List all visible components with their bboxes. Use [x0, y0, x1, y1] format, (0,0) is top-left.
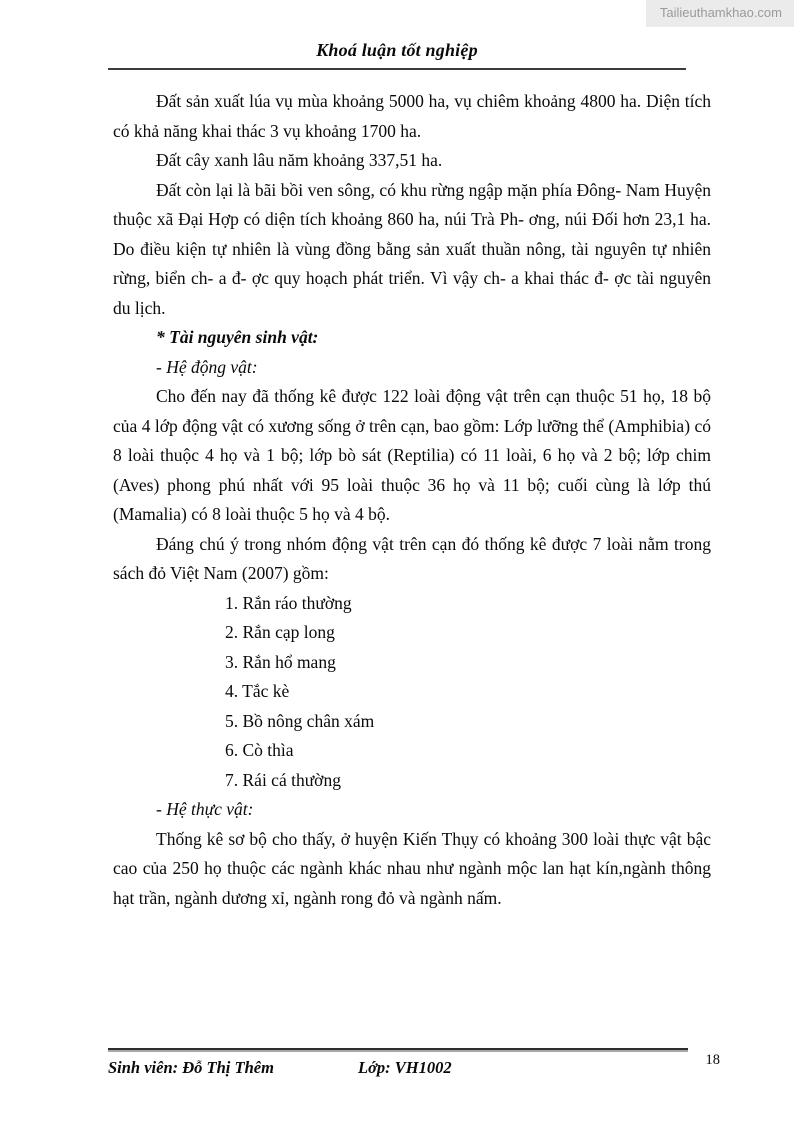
paragraph-redbook-intro: Đáng chú ý trong nhóm động vật trên cạn đó thống kê được 7 loài nằm trong sách đỏ Việt Nam (2007) gồm:: [113, 533, 711, 583]
header-rule: [108, 68, 686, 70]
subsection-heading-flora: - Hệ thực vật:: [156, 799, 254, 819]
list-item: 7. Rái cá thường: [225, 769, 341, 790]
footer-row: [108, 1058, 720, 1078]
list-item: 3. Rắn hổ mang: [225, 651, 336, 672]
species-list: [113, 589, 711, 796]
page-number: 18: [705, 1052, 720, 1068]
footer-class-name: Lớp: VH1002: [358, 1058, 452, 1077]
list-item: 1. Rắn ráo thường: [225, 592, 352, 613]
page-header: [108, 40, 686, 70]
list-item: 5. Bồ nông chân xám: [225, 710, 375, 731]
header-title: Khoá luận tốt nghiệp: [316, 40, 478, 60]
watermark: Tailieuthamkhao.com: [646, 0, 794, 27]
paragraph-land-rice: Đất sản xuất lúa vụ mùa khoảng 5000 ha, vụ chiêm khoảng 4800 ha. Diện tích có khả năng khai thác 3 vụ khoảng 1700 ha.: [113, 91, 711, 141]
paragraph-remaining-land: Đất còn lại là bãi bồi ven sông, có khu rừng ngập mặn phía Đông- Nam Huyện thuộc xã Đại Hợp có diện tích khoảng 860 ha, núi Trà Ph- ơng, núi Đối hơn 23,1 ha. Do điều kiện tự nhiên là vùng đồng bằng sản xuất thuần nông, tài nguyên tự nhiên rừng, biển ch- a đ- ợc quy hoạch phát triển. Vì vậy ch- a khai thác đ- ợc tài nguyên du lịch.: [113, 179, 711, 318]
paragraph-fauna-stats: Cho đến nay đã thống kê được 122 loài động vật trên cạn thuộc 51 họ, 18 bộ của 4 lớp động vật có xương sống ở trên cạn, bao gồm: Lớp lưỡng thể (Amphibia) có 8 loài thuộc 4 họ và 1 bộ; lớp bò sát (Reptilia) có 11 loài, 6 họ và 2 bộ; lớp chim (Aves) phong phú nhất với 95 loài thuộc 36 họ và 11 bộ; cuối cùng là lớp thú (Mamalia) có 8 loài thuộc 5 họ và 4 bộ.: [113, 386, 711, 524]
list-item: 4. Tắc kè: [225, 681, 290, 701]
page-footer: [108, 1048, 720, 1078]
section-heading-bio-resources: * Tài nguyên sinh vật:: [156, 327, 319, 347]
list-item: 6. Cò thìa: [225, 740, 294, 760]
list-item: 2. Rắn cạp long: [225, 622, 335, 642]
footer-student-name: Sinh viên: Đỗ Thị Thêm: [108, 1058, 274, 1077]
paragraph-perennial-trees: Đất cây xanh lâu năm khoảng 337,51 ha.: [156, 150, 443, 170]
footer-rule: [108, 1048, 688, 1050]
paragraph-flora-stats: Thống kê sơ bộ cho thấy, ở huyện Kiến Thụy có khoảng 300 loài thực vật bậc cao của 250 họ thuộc các ngành khác nhau như ngành mộc lan hạt kín,ngành thông hạt trần, ngành dương xỉ, ngành rong đỏ và ngành nấm.: [113, 828, 711, 908]
document-body: [113, 87, 711, 913]
subsection-heading-fauna: - Hệ động vật:: [156, 356, 258, 377]
